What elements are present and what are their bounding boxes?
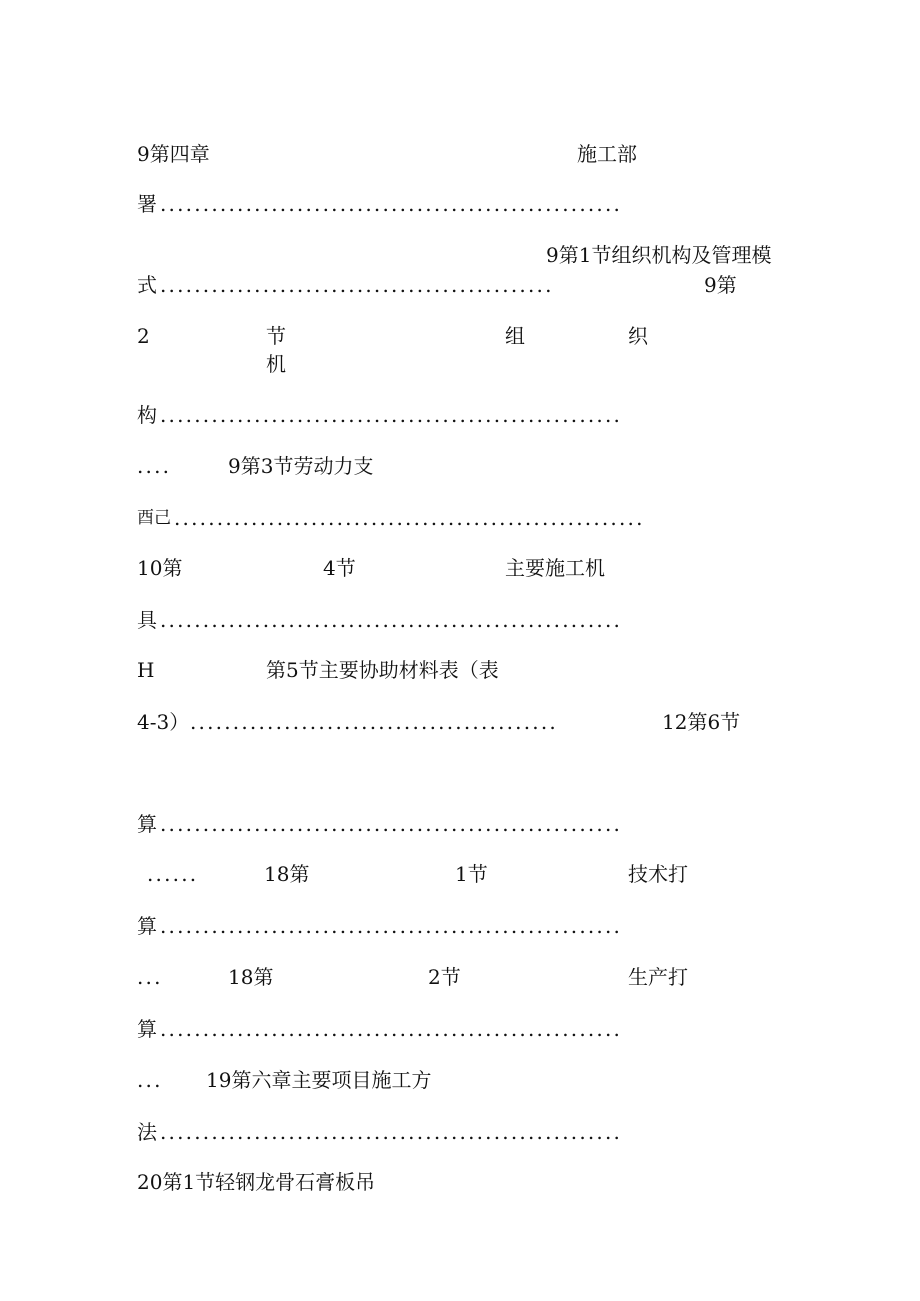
toc-leader-dots: ...................................................... (160, 608, 623, 632)
toc-entry-text: 组 (505, 324, 525, 348)
toc-entry-text: 2节 (428, 965, 461, 989)
toc-leader-dots: ...................................................... (160, 1120, 623, 1144)
toc-entry-text: 算 (137, 812, 157, 836)
toc-entry-text: 算 (137, 914, 157, 938)
toc-entry-text: 技术打 (628, 862, 688, 886)
toc-entry-text: 酉己 (137, 508, 171, 528)
toc-entry-chapter4: 9第四章 (137, 142, 210, 166)
toc-page-number: H (137, 658, 155, 682)
toc-leader-dots: ... (137, 1068, 163, 1092)
toc-entry-text: 算 (137, 1017, 157, 1041)
toc-entry-text: 式 (137, 273, 157, 297)
toc-entry-text: 生产打 (628, 965, 688, 989)
toc-entry-section4-title: 主要施工机 (505, 556, 605, 580)
toc-leader-dots: .............................................. (160, 273, 554, 297)
toc-entry-text: 构 (137, 403, 157, 427)
toc-entry-text: 署 (137, 192, 157, 216)
toc-entry-text: 4节 (323, 556, 356, 580)
toc-leader-dots: ...................................................... (160, 1017, 623, 1041)
toc-entry-text: 织 (628, 324, 648, 348)
toc-entry-section1: 9第1节组织机构及管理模 (546, 243, 772, 267)
toc-leader-dots: .... (137, 454, 172, 478)
toc-entry-text: 具 (137, 608, 157, 632)
toc-entry-text: 机 (266, 352, 286, 376)
toc-entry-text: 4-3） (137, 710, 190, 734)
toc-entry-text: 节 (266, 324, 286, 348)
toc-entry-text: 2 (137, 324, 150, 348)
toc-leader-dots: ...................................................... (160, 403, 623, 427)
toc-page-number: 18第 (228, 965, 274, 989)
toc-leader-dots: ...................................................... (160, 914, 623, 938)
toc-leader-dots: ... (137, 965, 163, 989)
toc-leader-dots: ........................................... (190, 710, 558, 734)
toc-page-number: 12第6节 (662, 710, 741, 734)
toc-entry-chapter4-title: 施工部 (577, 142, 637, 166)
toc-entry-section3: 9第3节劳动力支 (228, 454, 374, 478)
toc-page-number: 18第 (264, 862, 310, 886)
toc-leader-dots: ...... (147, 862, 199, 886)
toc-leader-dots: ...................................................... (160, 192, 623, 216)
toc-entry-text: 法 (137, 1120, 157, 1144)
toc-page-number: 10第 (137, 556, 183, 580)
toc-leader-dots: ....................................................... (174, 506, 645, 530)
toc-leader-dots: ...................................................... (160, 812, 623, 836)
toc-page-number: 9第 (704, 273, 737, 297)
toc-entry-chapter6: 19第六章主要项目施工方 (206, 1068, 432, 1092)
toc-entry-section5: 第5节主要协助材料表（表 (266, 658, 499, 682)
toc-entry-text: 1节 (455, 862, 488, 886)
toc-entry-section1: 20第1节轻钢龙骨石膏板吊 (137, 1170, 376, 1194)
